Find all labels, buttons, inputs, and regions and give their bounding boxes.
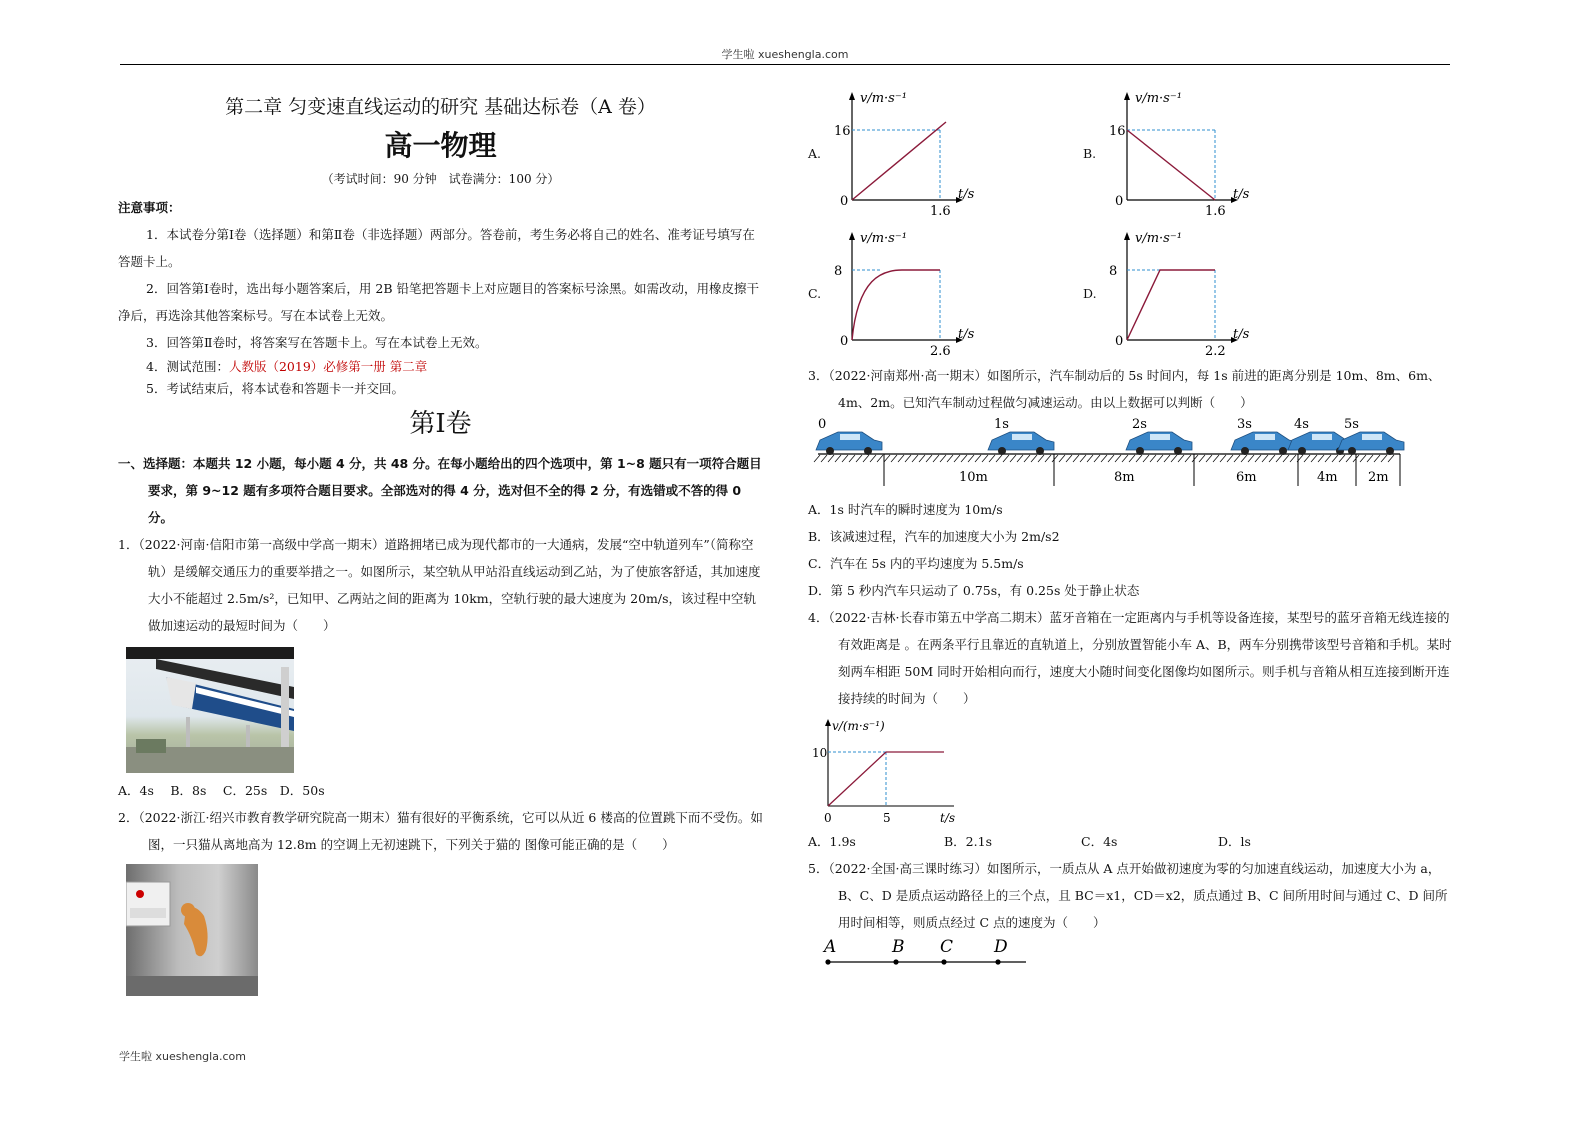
t-end-label: 2.6 [930,344,951,359]
ground-hatch [1129,455,1135,462]
point-label: A [824,937,837,957]
ground-hatch [947,455,953,462]
ground-hatch [1304,455,1310,462]
ground-hatch [814,455,820,462]
notice-item-2: 2．回答第Ⅰ卷时，选出每小题答案后，用 2B 铅笔把答题卡上对应题目的答案标号涂黑。如需改动，用橡皮擦干净后，再选涂其他答案标号。写在本试卷上无效。 [118,281,759,323]
car-wheel [864,447,872,455]
ground-hatch [1178,455,1184,462]
origin-label: 0 [840,194,849,209]
ground-hatch [1227,455,1233,462]
y-axis-arrow [825,719,831,726]
y-axis-label: v/(m·s⁻¹) [832,719,885,733]
x-axis-label: t/s [958,327,975,342]
ground-hatch [1087,455,1093,462]
q2-graph-grid [808,82,1458,362]
q2-graph-label: D. [1083,286,1097,301]
ground-hatch [891,455,897,462]
exam-info: （考试时间：90 分钟 试卷满分：100 分） [321,172,560,186]
x-axis-label: t/s [940,811,956,825]
ground-hatch [1248,455,1254,462]
ground-hatch [828,455,834,462]
header-site: 学生啦 xueshengla.com [721,48,849,61]
velocity-line [1127,130,1215,200]
ground-hatch [1374,455,1380,462]
ground-hatch [1388,455,1394,462]
car-wheel [1136,447,1144,455]
q5-points-diagram [822,936,1052,972]
ground-hatch [1311,455,1317,462]
point-dot [995,959,1000,964]
x-axis-label: t/s [1233,327,1250,342]
distance-label: 6m [1236,470,1257,485]
ground-hatch [898,455,904,462]
ground-hatch [940,455,946,462]
car-window [1312,434,1332,440]
point-dot [941,959,946,964]
car-window [1012,434,1032,440]
car-wheel [1279,447,1287,455]
ground-hatch [919,455,925,462]
ground-hatch [961,455,967,462]
ground-hatch [996,455,1002,462]
q4-option-a: A．1.9s [808,834,856,849]
subject-title: 高一物理 [384,129,497,162]
page-footer [119,1048,246,1064]
right-column [808,82,1458,972]
ground-hatch [1017,455,1023,462]
question-3-option-a: A．1s 时汽车的瞬时速度为 10m/s [808,502,1003,517]
v-max-label: 8 [834,264,843,279]
page-header [120,46,1450,65]
ground-hatch [1108,455,1114,462]
ground-hatch [1276,455,1282,462]
question-1: 1．（2022·河南·信阳市第一高级中学高一期末）道路拥堵已成为现代都市的一大通病，发展“空中轨道列车”（简称空轨）是缓解交通压力的重要举措之一。如图所示，某空轨从甲站沿直线运动到乙站，为了使旅客舒适，其加速度大小不能超过 2.5m/s²，已知甲、乙两站之间的距离为 10km，空轨行驶的最大速度为 20m/s，该过程中空轨做加速运动的最短时间为（ ） [118,537,761,633]
y-axis-label: v/m·s⁻¹ [1135,91,1182,106]
ground-hatch [1010,455,1016,462]
question-3-option-d: D．第 5 秒内汽车只运动了 0.75s，有 0.25s 处于静止状态 [808,583,1140,598]
question-1-options: A．4s B．8s C．25s D．50s [118,783,325,798]
time-label: 5s [1344,418,1359,432]
y-axis-label: v/m·s⁻¹ [1135,231,1182,246]
q2-graph-c [808,222,1008,362]
car [1338,432,1404,455]
ground-hatch [905,455,911,462]
time-label: 3s [1237,418,1252,432]
y-axis-label: v/m·s⁻¹ [860,231,907,246]
ground-hatch [1157,455,1163,462]
ground-hatch [1199,455,1205,462]
ground-hatch [1213,455,1219,462]
point-label: B [892,937,905,957]
t-end-label: 1.6 [930,204,951,219]
velocity-curve [852,270,940,340]
velocity-ramp [828,752,886,806]
car-wheel [1241,447,1249,455]
notice-item-4 [118,356,763,378]
ground-hatch [1003,455,1009,462]
ground-hatch [1269,455,1275,462]
y-axis-arrow [849,232,855,240]
t-end-label: 1.6 [1205,204,1226,219]
ground-hatch [1059,455,1065,462]
car [1231,432,1297,455]
q4-velocity-graph [808,716,968,828]
ground-hatch [1262,455,1268,462]
cat-photo [126,864,258,996]
v-max-label: 16 [834,124,851,139]
distance-label: 2m [1368,470,1389,485]
left-column [118,92,763,996]
ground-hatch [1080,455,1086,462]
ground-hatch [856,455,862,462]
q4-option-d: D．ls [1218,834,1251,849]
q2-graph-b [1083,82,1283,222]
ground-hatch [1136,455,1142,462]
notice-item-3: 3．回答第Ⅱ卷时，将答案写在答题卡上。写在本试卷上无效。 [146,335,488,350]
ground-hatch [1143,455,1149,462]
ground-hatch [835,455,841,462]
ground-hatch [982,455,988,462]
notice-item-5: 5．考试结束后，将本试卷和答题卡一并交回。 [146,381,404,396]
y-axis-arrow [849,92,855,100]
ground-hatch [1346,455,1352,462]
ground-hatch [954,455,960,462]
notice-item-4-prefix: 4．测试范围： [146,359,229,374]
q2-graph-svg [1105,222,1285,362]
velocity-line [852,122,946,200]
ground-hatch [1150,455,1156,462]
car-wheel [1348,447,1356,455]
ground-hatch [1332,455,1338,462]
ground-hatch [1318,455,1324,462]
car [1126,432,1192,455]
v-max-label: 10 [812,746,828,760]
origin-label: 0 [1115,334,1124,349]
ground-hatch [1206,455,1212,462]
ground-hatch [1241,455,1247,462]
car-window [1150,434,1170,440]
monorail-photo [126,647,294,773]
ground-hatch [912,455,918,462]
ground-hatch [1122,455,1128,462]
notice-item-4-range: 人教版（2019）必修第一册 第二章 [228,359,428,374]
point-label: C [940,937,954,957]
car-wheel [1298,447,1306,455]
origin-label: 0 [824,811,832,825]
ground-hatch [821,455,827,462]
braking-car-diagram [808,418,1408,488]
chapter-title: 第二章 匀变速直线运动的研究 基础达标卷（A 卷） [225,96,656,118]
ground-hatch [1164,455,1170,462]
x-axis-label: t/s [1233,187,1250,202]
point-label: D [994,937,1008,957]
y-axis-arrow [1124,232,1130,240]
section-1-instructions: 一、选择题：本题共 12 小题，每小题 4 分，共 48 分。在每小题给出的四个选项中，第 1~8 题只有一项符合题目要求，第 9~12 题有多项符合题目要求。全部选对的得 4 分，选对但不全的得 2 分，有选错或不答的得 0 分。 [118,456,762,525]
ground-hatch [926,455,932,462]
ground-hatch [1234,455,1240,462]
ground-hatch [1220,455,1226,462]
q2-graph-svg [1105,82,1285,222]
question-4-options [808,828,1458,855]
ground-hatch [842,455,848,462]
ground-hatch [989,455,995,462]
ground-hatch [1339,455,1345,462]
ground-hatch [849,455,855,462]
ground-hatch [1283,455,1289,462]
ground-hatch [1381,455,1387,462]
y-axis-label: v/m·s⁻¹ [860,91,907,106]
v-max-label: 16 [1109,124,1126,139]
footer-site: 学生啦 xueshengla.com [119,1050,246,1063]
origin-label: 0 [1115,194,1124,209]
ground-hatch [1325,455,1331,462]
q4-option-b: B．2.1s [944,834,992,849]
point-dot [893,959,898,964]
ground-hatch [863,455,869,462]
ground-hatch [1192,455,1198,462]
notice-item-1: 1．本试卷分第Ⅰ卷（选择题）和第Ⅱ卷（非选择题）两部分。答卷前，考生务必将自己的姓名、准考证号填写在答题卡上。 [118,227,755,269]
ground-hatch [1367,455,1373,462]
car-window [840,434,860,440]
q2-graph-d [1083,222,1283,362]
ground-hatch [1094,455,1100,462]
v-max-label: 8 [1109,264,1118,279]
car-window [1362,434,1382,440]
question-3: 3．（2022·河南郑州·高一期末）如图所示，汽车制动后的 5s 时间内，每 1s 前进的距离分别是 10m、8m、6m、4m、2m。已知汽车制动过程做匀减速运动。由以上数据可以判断（ ） [808,368,1441,410]
question-3-option-c: C．汽车在 5s 内的平均速度为 5.5m/s [808,556,1024,571]
question-5: 5．（2022·全国·高三课时练习）如图所示，一质点从 A 点开始做初速度为零的匀加速直线运动，加速度大小为 a，B、C、D 是质点运动路径上的三个点，且 BC＝x1，CD＝x2，质点通过 B、C 间所用时间与通过 C、D 间所用时间相等，则质点经过 C 点的速度为（ ） [808,861,1448,930]
ground-hatch [968,455,974,462]
ground-hatch [1038,455,1044,462]
notice-heading: 注意事项： [118,200,181,215]
car [988,432,1054,455]
velocity-line [1127,270,1215,340]
ground-hatch [1255,455,1261,462]
origin-label: 0 [840,334,849,349]
ground-hatch [933,455,939,462]
car-wheel [998,447,1006,455]
q2-graph-svg [830,82,1010,222]
q2-graph-label: A. [808,146,822,161]
car-wheel [1386,447,1394,455]
time-label: 1s [994,418,1009,432]
ground-hatch [1031,455,1037,462]
t-end-label: 2.2 [1205,344,1226,359]
time-label: 0 [818,418,827,432]
ground-hatch [1360,455,1366,462]
q2-graph-label: C. [808,286,822,301]
question-2: 2．（2022·浙江·绍兴市教育教学研究院高一期末）猫有很好的平衡系统，它可以从近 6 楼高的位置跳下而不受伤。如图，一只猫从离地高为 12.8m 的空调上无初速跳下，下列关于猫的 图像可能正确的是（ ） [118,810,763,852]
car-window [1255,434,1275,440]
ground-hatch [975,455,981,462]
ground-hatch [1052,455,1058,462]
volume-title: 第I卷 [409,409,472,439]
ground-hatch [1115,455,1121,462]
car-wheel [1036,447,1044,455]
ground-hatch [1290,455,1296,462]
ground-hatch [1066,455,1072,462]
question-4: 4．（2022·吉林·长春市第五中学高二期末）蓝牙音箱在一定距离内与手机等设备连接，某型号的蓝牙音箱无线连接的有效距离是 。在两条平行且靠近的直轨道上，分别放置智能小车 A、B，两车分别携带该型号音箱和手机。某时刻两车相距 50M 同时开始相向而行，速度大小随时间变化图像均如图所示。则手机与音箱从相互连接到断开连接持续的时间为（ ） [808,610,1452,706]
distance-label: 10m [959,470,988,485]
q2-graph-label: B. [1083,146,1097,161]
point-dot [825,959,830,964]
y-axis-arrow [1124,92,1130,100]
distance-label: 8m [1114,470,1135,485]
time-label: 4s [1294,418,1309,432]
ground-hatch [884,455,890,462]
ground-hatch [1185,455,1191,462]
ground-hatch [1024,455,1030,462]
ground-hatch [877,455,883,462]
ground-hatch [870,455,876,462]
t1-label: 5 [883,811,891,825]
q2-graph-a [808,82,1008,222]
q4-option-c: C．4s [1081,834,1118,849]
x-axis-label: t/s [958,187,975,202]
time-label: 2s [1132,418,1147,432]
distance-label: 4m [1317,470,1338,485]
q2-graph-svg [830,222,1010,362]
car [816,432,882,455]
car-wheel [1174,447,1182,455]
car-wheel [826,447,834,455]
ground-hatch [1073,455,1079,462]
ground-hatch [1101,455,1107,462]
ground-hatch [1045,455,1051,462]
question-3-option-b: B．该减速过程，汽车的加速度大小为 2m/s2 [808,529,1060,544]
ground-hatch [1171,455,1177,462]
